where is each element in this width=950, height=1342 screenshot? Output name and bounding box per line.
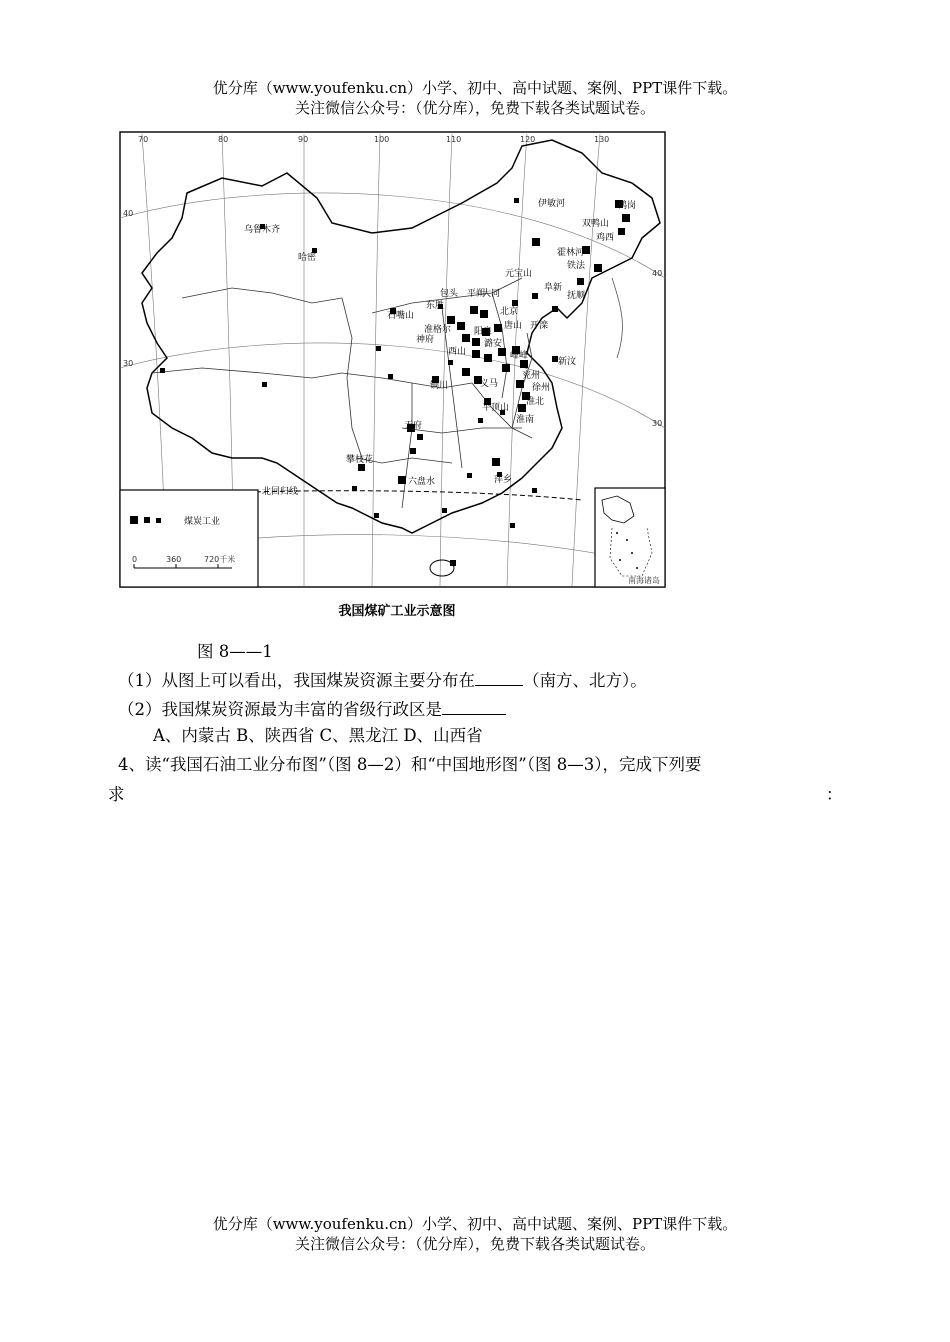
coal-industry-map <box>112 128 672 628</box>
tropic-label: 北回归线 <box>262 487 299 497</box>
svg-text:南海诸岛: 南海诸岛 <box>628 576 660 585</box>
south-china-sea-inset <box>595 488 665 587</box>
svg-text:唐山: 唐山 <box>504 321 523 331</box>
svg-text:伊敏河: 伊敏河 <box>538 199 566 209</box>
svg-text:准格尔: 准格尔 <box>424 325 452 335</box>
map-title: 我国煤矿工业示意图 <box>338 604 456 619</box>
figure-caption: 图 8——1 <box>197 642 273 661</box>
svg-text:潞安: 潞安 <box>484 339 503 349</box>
svg-text:义马: 义马 <box>480 379 499 389</box>
svg-text:鹤岗: 鹤岗 <box>618 201 637 211</box>
svg-text:北京: 北京 <box>500 307 519 317</box>
svg-text:100: 100 <box>374 135 390 144</box>
answer-blank-2 <box>442 696 506 715</box>
svg-text:鸡西: 鸡西 <box>596 233 615 243</box>
svg-text:30: 30 <box>123 359 134 368</box>
question-1: （1）从图上可以看出，我国煤炭资源主要分布在 （南方、北方）。 <box>118 667 647 693</box>
svg-text:元宝山: 元宝山 <box>505 269 533 279</box>
svg-text:40: 40 <box>652 269 663 278</box>
svg-text:西山: 西山 <box>448 347 467 357</box>
svg-text:抚顺: 抚顺 <box>567 291 586 301</box>
svg-text:双鸭山: 双鸭山 <box>582 219 610 229</box>
svg-text:包头: 包头 <box>440 289 459 299</box>
svg-text:平顶山: 平顶山 <box>482 403 510 413</box>
svg-text:石嘴山: 石嘴山 <box>387 311 415 321</box>
svg-text:0: 0 <box>132 555 138 564</box>
header-line-2: 关注微信公众号：（优分库），免费下载各类试题试卷。 <box>294 99 655 117</box>
svg-text:哈密: 哈密 <box>298 253 317 263</box>
svg-text:90: 90 <box>298 135 309 144</box>
question-4-line-2: 求 <box>108 785 125 804</box>
svg-text:天府: 天府 <box>404 421 423 431</box>
svg-text:淮南: 淮南 <box>516 415 535 425</box>
svg-text:120: 120 <box>520 135 536 144</box>
svg-text:神府: 神府 <box>416 335 435 345</box>
svg-text:铁法: 铁法 <box>567 261 586 271</box>
svg-text:平朔: 平朔 <box>467 289 486 299</box>
svg-text:兖州: 兖州 <box>522 371 541 381</box>
svg-text:720千米: 720千米 <box>204 555 236 564</box>
svg-text:淮北: 淮北 <box>526 397 545 407</box>
svg-text:新汶: 新汶 <box>558 357 577 367</box>
legend-label: 煤炭工业 <box>184 517 221 527</box>
answer-options: A、内蒙古 B、陕西省 C、黑龙江 D、山西省 <box>153 726 483 745</box>
svg-text:阜新: 阜新 <box>544 283 563 293</box>
svg-text:阳泉: 阳泉 <box>474 327 493 337</box>
map-legend <box>120 490 258 587</box>
svg-text:大同: 大同 <box>482 289 501 299</box>
svg-text:开滦: 开滦 <box>530 321 549 331</box>
svg-text:霍林河: 霍林河 <box>557 248 585 258</box>
svg-text:六盘水: 六盘水 <box>408 477 436 487</box>
question-2: （2）我国煤炭资源最为丰富的省级行政区是 <box>118 696 506 722</box>
footer-line-2: 关注微信公众号：（优分库），免费下载各类试题试卷。 <box>294 1235 655 1253</box>
question-4-colon: ： <box>826 785 843 804</box>
svg-text:铜川: 铜川 <box>430 381 449 391</box>
svg-text:80: 80 <box>218 135 229 144</box>
svg-text:攀枝花: 攀枝花 <box>346 455 374 465</box>
svg-text:乌鲁木齐: 乌鲁木齐 <box>244 225 281 235</box>
svg-text:30: 30 <box>652 419 663 428</box>
svg-text:萍乡: 萍乡 <box>494 475 513 485</box>
svg-text:70: 70 <box>138 135 149 144</box>
svg-text:峰峰: 峰峰 <box>510 351 529 361</box>
svg-text:360: 360 <box>166 555 182 564</box>
svg-text:130: 130 <box>594 135 610 144</box>
header-line-1: 优分库（www.youfenku.cn）小学、初中、高中试题、案例、PPT课件下载。 <box>212 79 738 97</box>
svg-text:40: 40 <box>123 209 134 218</box>
svg-text:东胜: 东胜 <box>426 301 445 311</box>
answer-blank-1 <box>475 667 523 686</box>
footer-line-1: 优分库（www.youfenku.cn）小学、初中、高中试题、案例、PPT课件下载。 <box>212 1215 738 1233</box>
question-4-line-1: 4、读“我国石油工业分布图”（图 8—2）和“中国地形图”（图 8—3），完成下列要 <box>118 755 702 774</box>
svg-text:110: 110 <box>446 135 462 144</box>
svg-text:徐州: 徐州 <box>532 383 551 393</box>
